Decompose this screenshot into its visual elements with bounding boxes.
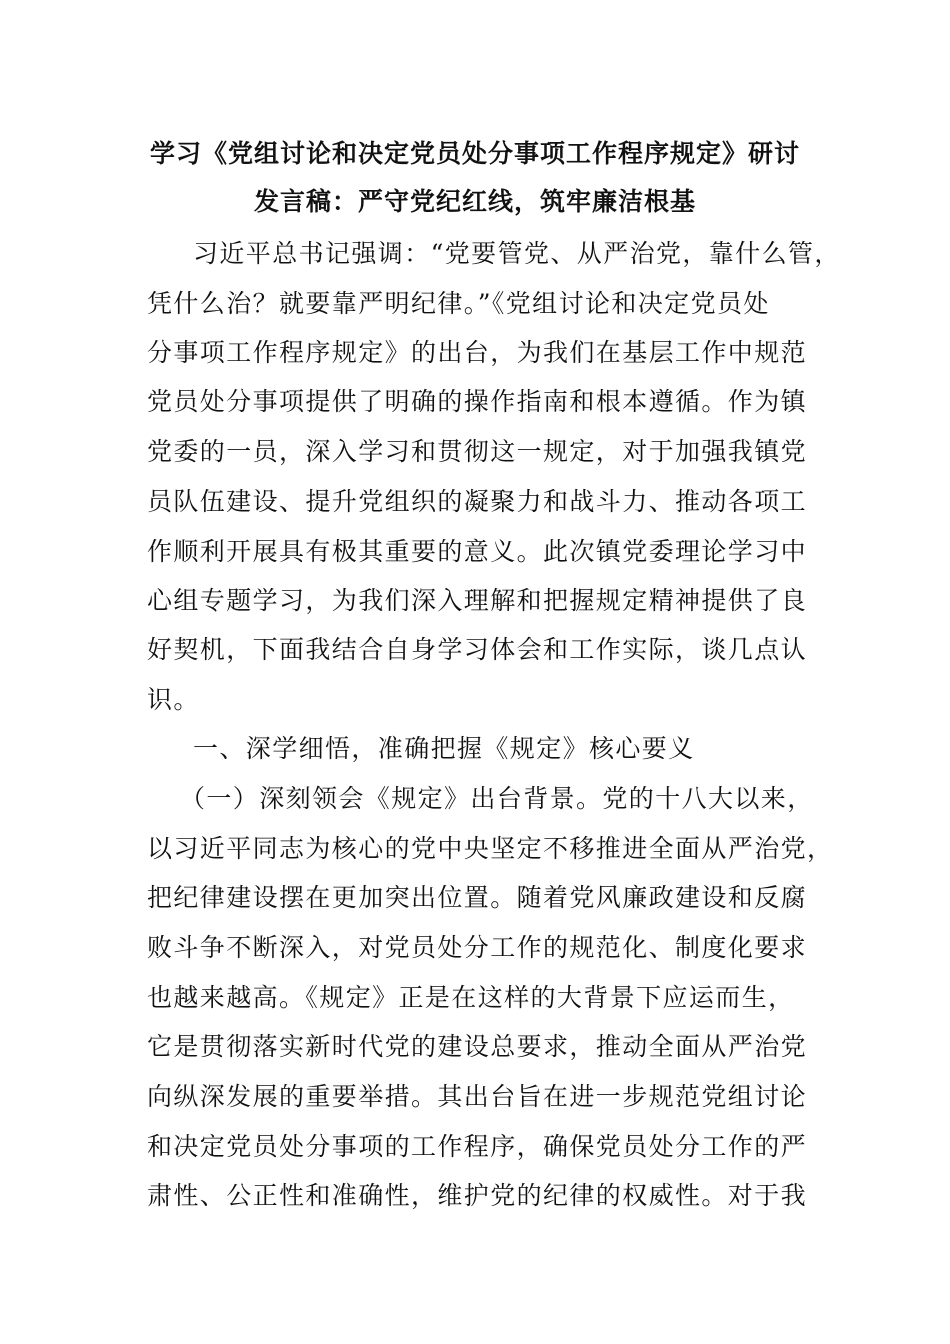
paragraph-line: 凭什么治？就要靠严明纪律。”《党组讨论和决定党员处 <box>147 289 770 318</box>
paragraph-line: 好契机，下面我结合自身学习体会和工作实际，谈几点认 <box>147 635 808 664</box>
paragraph-line: 把纪律建设摆在更加突出位置。随着党风廉政建设和反腐 <box>147 883 808 912</box>
paragraph-line: 识。 <box>147 685 200 714</box>
paragraph-line: 它是贯彻落实新时代党的建设总要求，推动全面从严治党 <box>147 1032 808 1061</box>
paragraph-line: 心组专题学习，为我们深入理解和把握规定精神提供了良 <box>147 586 808 615</box>
paragraph-line: 败斗争不断深入，对党员处分工作的规范化、制度化要求 <box>147 933 808 962</box>
paragraph-line: （一）深刻领会《规定》出台背景。党的十八大以来， <box>180 784 814 813</box>
paragraph-line: 以习近平同志为核心的党中央坚定不移推进全面从严治党， <box>147 834 834 863</box>
document-title-line-2: 发言稿：严守党纪红线，筑牢廉洁根基 <box>253 187 696 216</box>
document-title-line-1: 学习《党组讨论和决定党员处分事项工作程序规定》研讨 <box>149 139 800 168</box>
section-heading: 一、深学细悟，准确把握《规定》核心要义 <box>193 734 695 763</box>
paragraph-line: 党委的一员，深入学习和贯彻这一规定，对于加强我镇党 <box>147 437 808 466</box>
paragraph-line: 作顺利开展具有极其重要的意义。此次镇党委理论学习中 <box>147 537 808 566</box>
paragraph-line: 向纵深发展的重要举措。其出台旨在进一步规范党组讨论 <box>147 1082 808 1111</box>
paragraph-line: 也越来越高。《规定》正是在这样的大背景下应运而生， <box>147 983 795 1012</box>
paragraph-line: 党员处分事项提供了明确的操作指南和根本遵循。作为镇 <box>147 387 808 416</box>
paragraph-line: 员队伍建设、提升党组织的凝聚力和战斗力、推动各项工 <box>147 487 808 516</box>
paragraph-line: 习近平总书记强调：“党要管党、从严治党，靠什么管， <box>193 239 841 268</box>
paragraph-line: 分事项工作程序规定》的出台，为我们在基层工作中规范 <box>147 338 808 367</box>
paragraph-line: 肃性、公正性和准确性，维护党的纪律的权威性。对于我 <box>147 1181 808 1210</box>
paragraph-line: 和决定党员处分事项的工作程序，确保党员处分工作的严 <box>147 1132 808 1161</box>
